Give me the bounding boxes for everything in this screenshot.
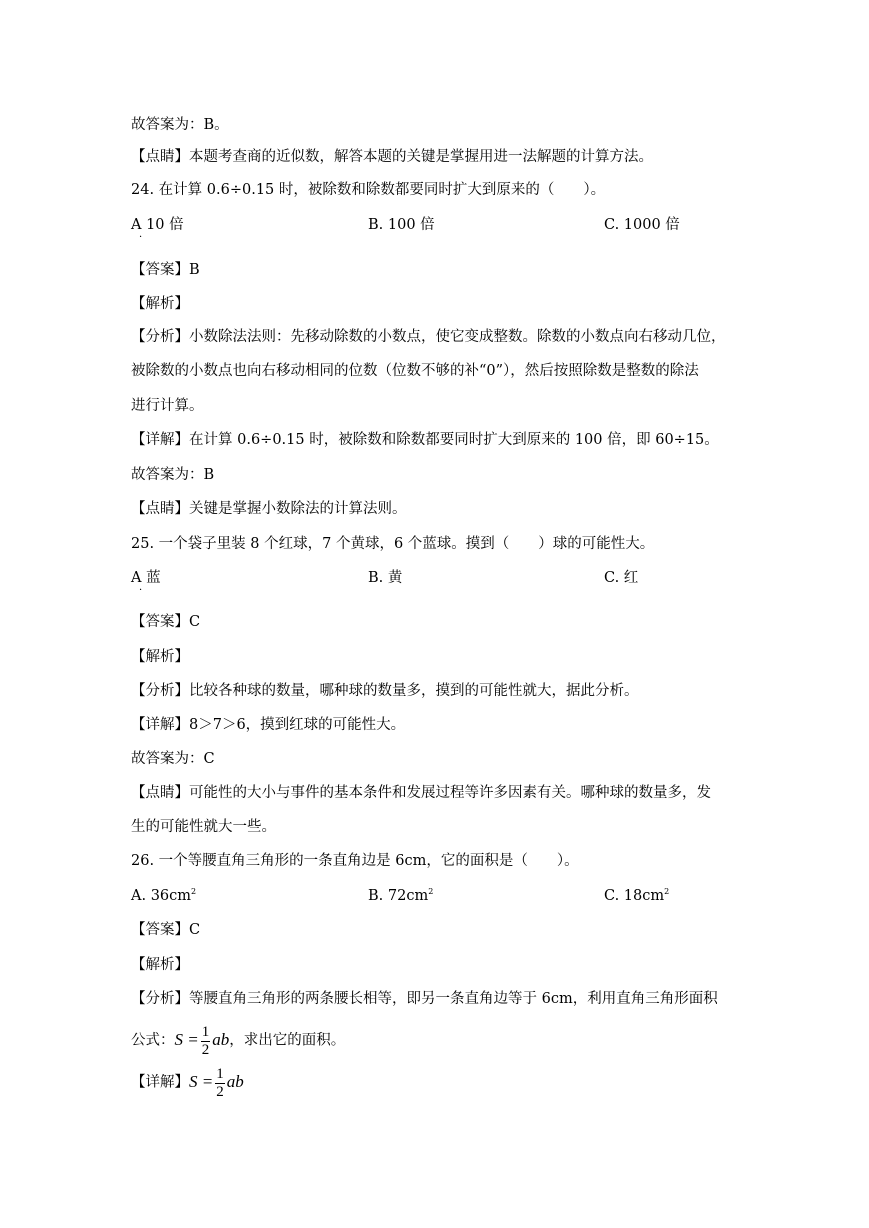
q24-option-a: A 10 倍 (131, 217, 184, 233)
question-26: 26. 一个等腰直角三角形的一条直角边是 6cm，它的面积是（ ）。 (131, 853, 579, 869)
q24-fenxi-3: 进行计算。 (131, 398, 204, 414)
q26-fenxi-1: 【分析】等腰直角三角形的两条腰长相等，即另一条直角边等于 6cm，利用直角三角形面积 (131, 991, 718, 1007)
option-dot: · (139, 585, 143, 596)
q24-fenxi-1: 【分析】小数除法法则：先移动除数的小数点，使它变成整数。除数的小数点向右移动几位， (131, 329, 726, 345)
q25-dianjing-1: 【点睛】可能性的大小与事件的基本条件和发展过程等许多因素有关。哪种球的数量多，发 (131, 785, 711, 801)
q26-option-a: A. $36cm^2$ (131, 887, 197, 904)
q24-dianjing: 【点睛】关键是掌握小数除法的计算法则。 (131, 501, 407, 517)
q24-fenxi-2: 被除数的小数点也向右移动相同的位数（位数不够的补“0”），然后按照除数是整数的除法 (131, 363, 699, 379)
q24-option-b: B. 100 倍 (368, 217, 435, 233)
question-25: 25. 一个袋子里装 8 个红球，7 个黄球，6 个蓝球。摸到（ ）球的可能性大。 (131, 536, 655, 552)
q25-option-a: A 蓝 (131, 570, 161, 586)
q26-option-c: C. $18cm^2$ (604, 887, 670, 904)
q25-option-c: C. 红 (604, 570, 639, 586)
q25-answer-line: 故答案为：C (131, 751, 215, 767)
q26-xiangjie: 【详解】S = $\frac{1}{2}$ ab (131, 1065, 244, 1100)
answer-line: 故答案为：B。 (131, 117, 229, 133)
q26-jiexi: 【解析】 (131, 957, 189, 973)
q25-fenxi: 【分析】比较各种球的数量，哪种球的数量多，摸到的可能性就大，据此分析。 (131, 683, 639, 699)
dianjing-line: 【点睛】本题考查商的近似数，解答本题的关键是掌握用进一法解题的计算方法。 (131, 149, 653, 165)
q25-xiangjie: 【详解】8＞7＞6，摸到红球的可能性大。 (131, 717, 406, 733)
q26-fenxi-2: 公式：S = $\frac{1}{2}$ ab，求出它的面积。 (131, 1023, 346, 1058)
q24-answer-line: 故答案为：B (131, 467, 215, 483)
area-formula: S = $\frac{1}{2}$ ab (174, 1023, 230, 1058)
q25-dianjing-2: 生的可能性就大一些。 (131, 819, 276, 835)
q25-jiexi: 【解析】 (131, 649, 189, 665)
option-dot: · (139, 232, 143, 243)
q24-answer: 【答案】B (131, 262, 200, 278)
q24-option-c: C. 1000 倍 (604, 217, 680, 233)
q24-xiangjie: 【详解】在计算 0.6÷0.15 时，被除数和除数都要同时扩大到原来的 100 倍，即 60÷15。 (131, 432, 719, 448)
q25-answer: 【答案】C (131, 614, 201, 630)
area-formula: S = $\frac{1}{2}$ ab (189, 1065, 244, 1100)
question-24: 24. 在计算 0.6÷0.15 时，被除数和除数都要同时扩大到原来的（ ）。 (131, 182, 606, 198)
q25-option-b: B. 黄 (368, 570, 403, 586)
q24-jiexi: 【解析】 (131, 296, 189, 312)
q26-answer: 【答案】C (131, 922, 201, 938)
q26-option-b: B. $72cm^2$ (368, 887, 434, 904)
